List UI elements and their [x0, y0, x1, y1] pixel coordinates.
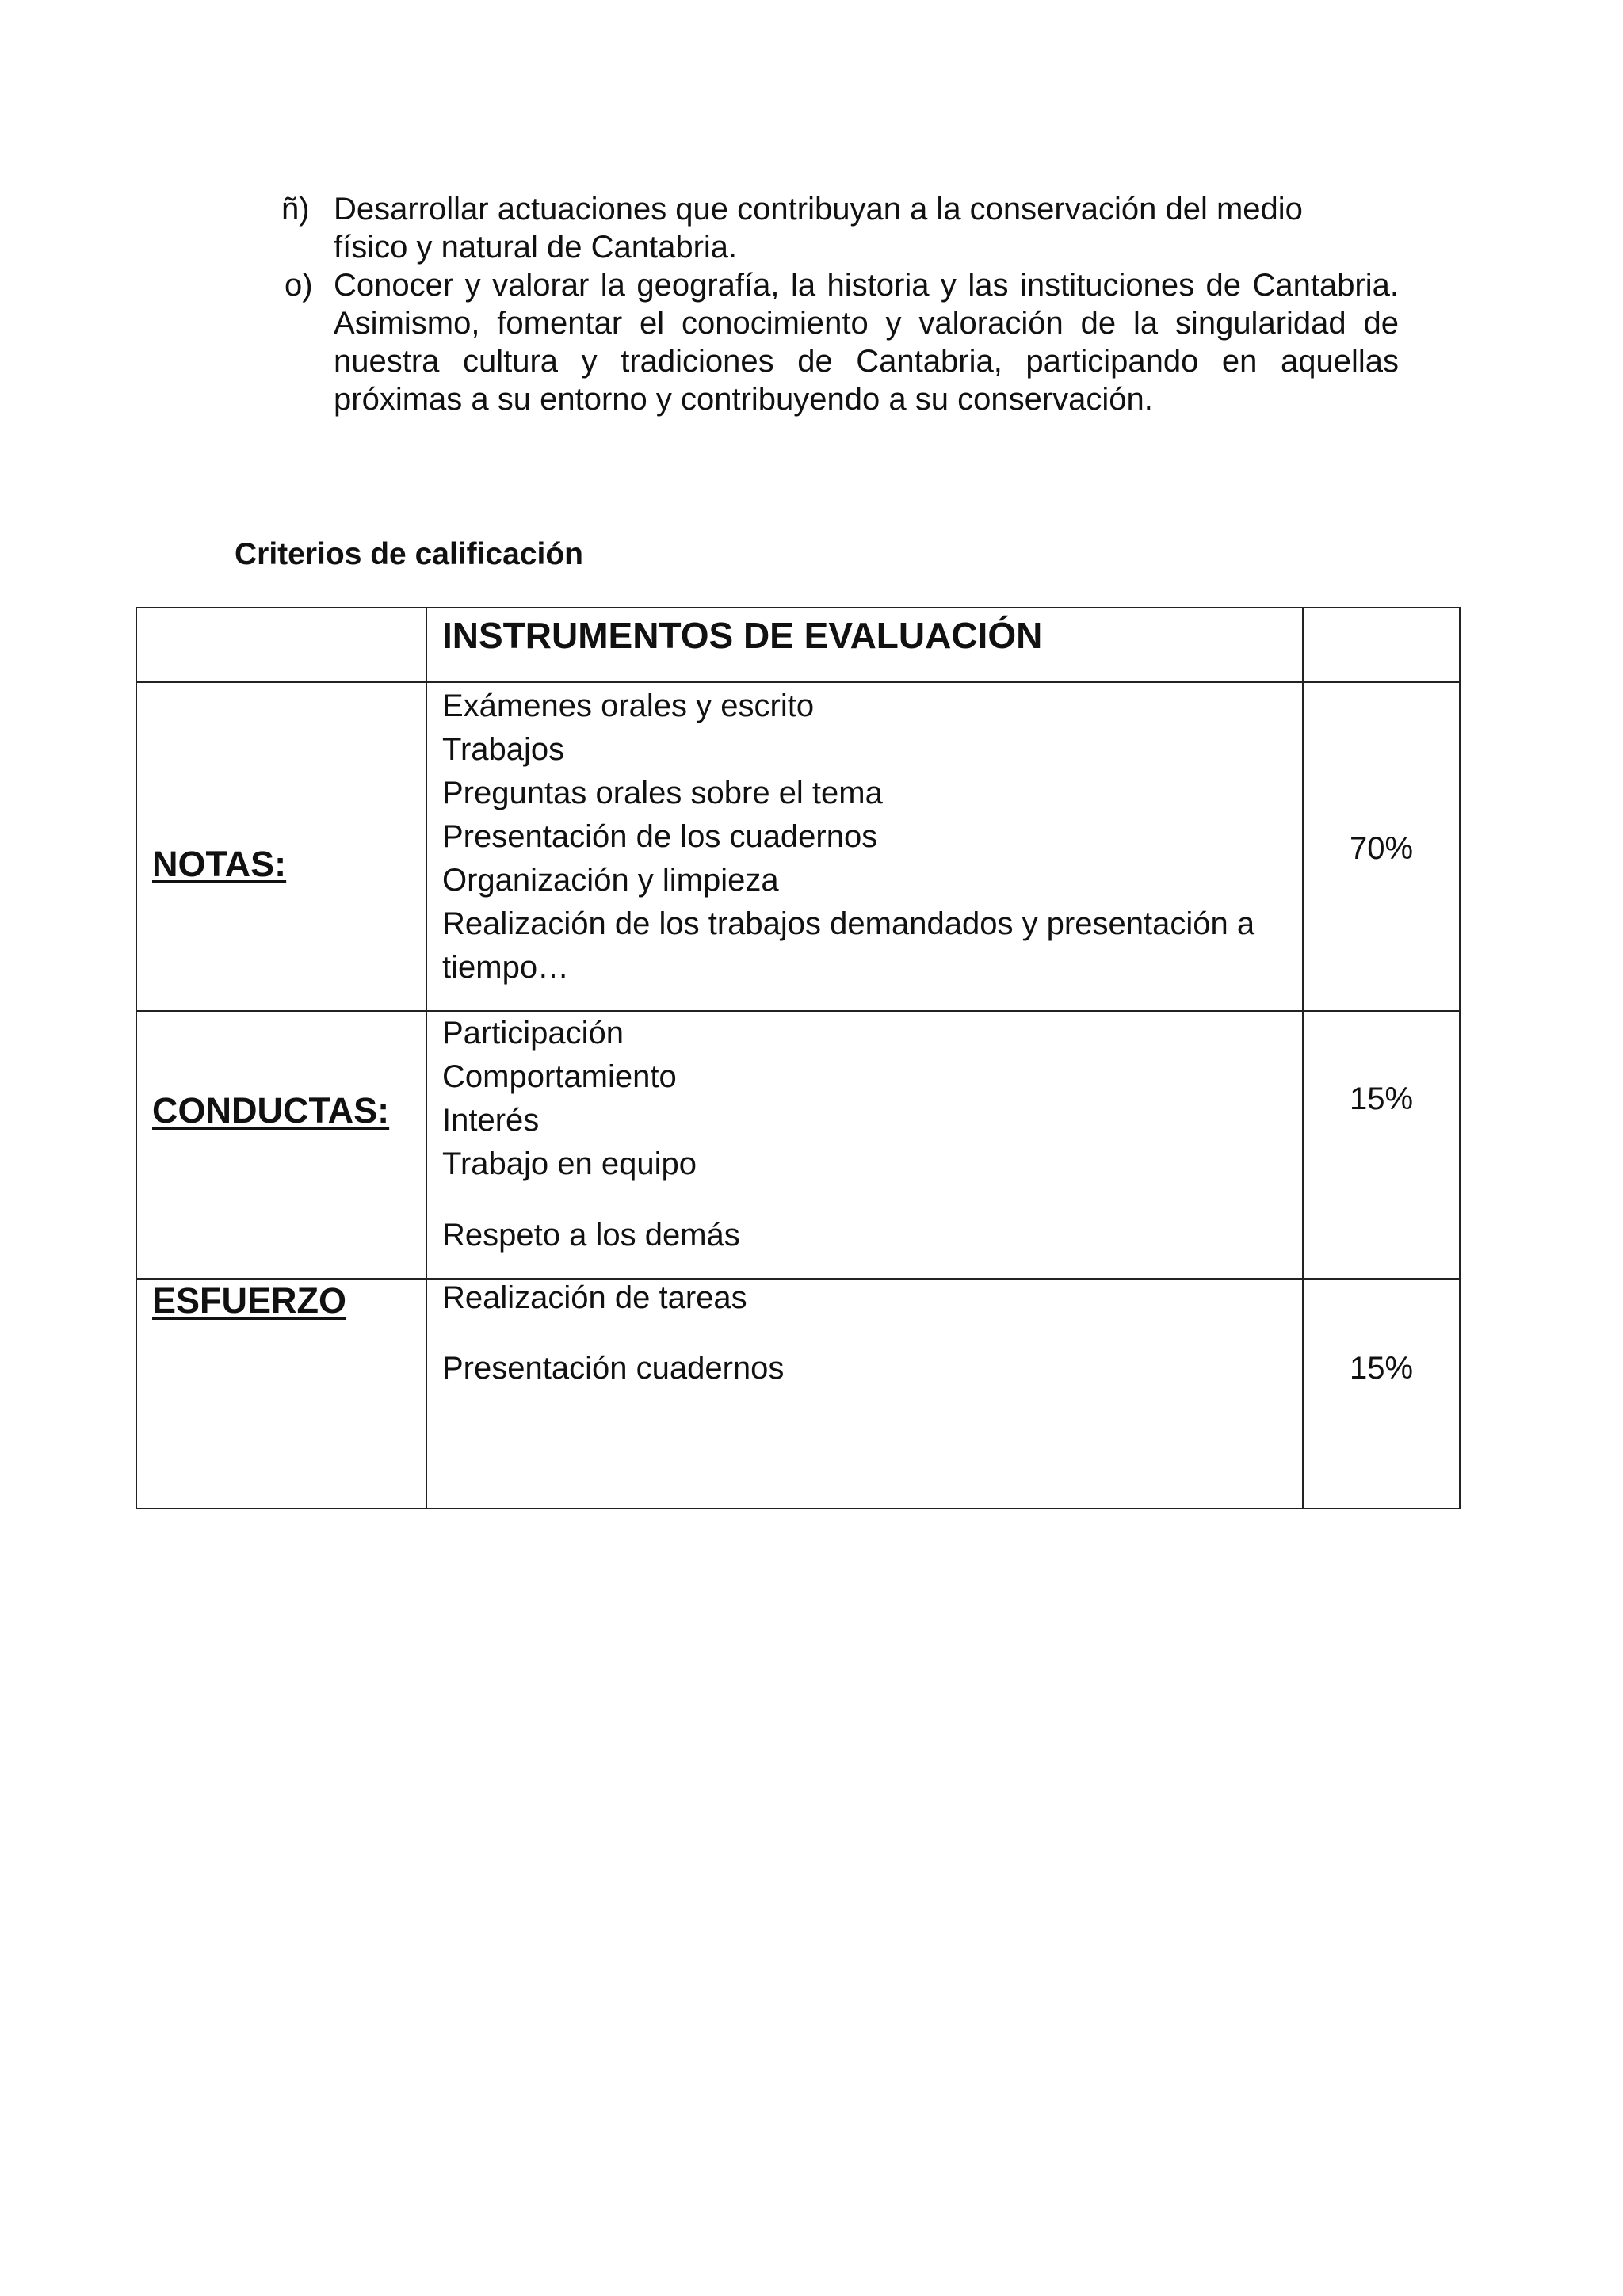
list-marker: o): [285, 268, 313, 303]
instruments-list: [427, 685, 1302, 990]
header-empty-cell: [136, 608, 426, 682]
instruments-cell: [426, 682, 1303, 1011]
objectives-list: [281, 190, 1399, 418]
table-row: [136, 682, 1460, 1011]
instrument-item: Realización de los trabajos demandados y presentación a tiempo…: [442, 906, 1255, 985]
instruments-cell: [426, 1011, 1303, 1279]
category-label: ESFUERZO: [152, 1280, 347, 1321]
instruments-cell: [426, 1279, 1303, 1508]
percentage-value: 15%: [1349, 1351, 1414, 1386]
instrument-item: Respeto a los demás: [442, 1218, 740, 1253]
table-row: [136, 1011, 1460, 1279]
instrument-item: Presentación de los cuadernos: [442, 819, 878, 854]
category-cell: [136, 682, 426, 1011]
header-empty-cell: [1303, 608, 1460, 682]
instrument-item: Presentación cuadernos: [442, 1351, 785, 1386]
category-label: NOTAS:: [152, 844, 287, 884]
list-item-text: Conocer y valorar la geografía, la historia y las instituciones de Cantabria. Asimismo, fomentar el conocimiento y valoración de la singularidad de nuestra cultura y tradiciones de Cantabria, participando en aquellas próximas a su entorno y contribuyendo a su conservación.: [334, 268, 1399, 417]
category-label: CONDUCTAS:: [152, 1090, 390, 1131]
header-title-cell: [426, 608, 1303, 682]
table-header-row: [136, 608, 1460, 682]
instruments-list: [427, 1012, 1302, 1257]
instrument-item: Exámenes orales y escrito: [442, 688, 815, 723]
percentage-value: 70%: [1349, 831, 1414, 866]
list-item: [281, 190, 1399, 266]
table-header-title: INSTRUMENTOS DE EVALUACIÓN: [442, 615, 1043, 656]
instrument-item: Participación: [442, 1016, 624, 1051]
instrument-item: Preguntas orales sobre el tema: [442, 776, 883, 810]
list-marker: ñ): [281, 192, 310, 227]
instrument-item: Organización y limpieza: [442, 863, 779, 898]
percentage-cell: [1303, 1011, 1460, 1279]
category-cell: [136, 1279, 426, 1508]
instrument-item: Comportamiento: [442, 1059, 677, 1094]
list-item-text: Desarrollar actuaciones que contribuyan a la conservación del medio físico y natural de Cantabria.: [334, 192, 1303, 265]
table-row: [136, 1279, 1460, 1508]
instrument-item: Interés: [442, 1103, 540, 1138]
section-title: Criterios de calificación: [235, 537, 583, 571]
percentage-value: 15%: [1349, 1081, 1414, 1116]
instrument-item: Trabajo en equipo: [442, 1146, 697, 1181]
list-item: [281, 266, 1399, 418]
category-cell: [136, 1011, 426, 1279]
percentage-cell: [1303, 1279, 1460, 1508]
instruments-list: [427, 1276, 1302, 1390]
instrument-item: Realización de tareas: [442, 1280, 747, 1315]
percentage-cell: [1303, 682, 1460, 1011]
grading-table: [136, 607, 1461, 1509]
instrument-item: Trabajos: [442, 732, 565, 767]
